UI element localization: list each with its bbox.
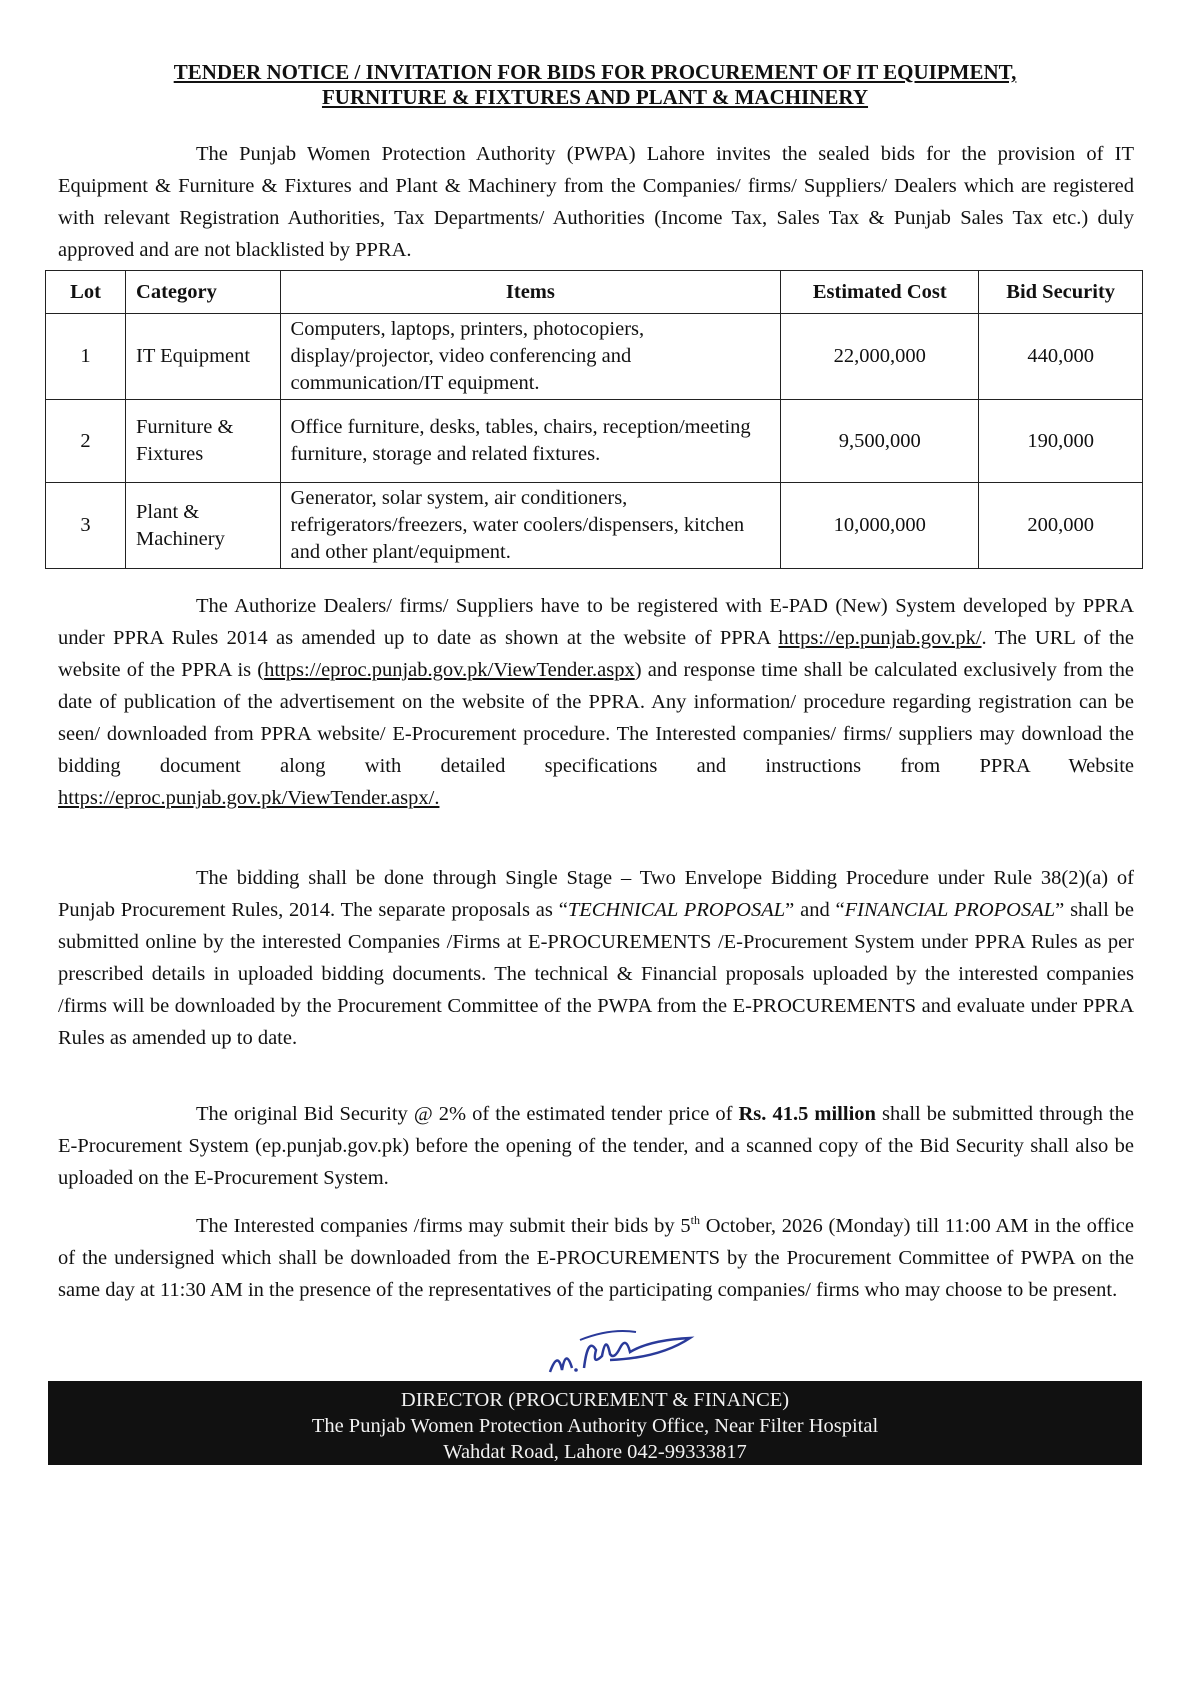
- registration-text-2: . The URL of the website of the PPRA is (: [58, 627, 1134, 681]
- lot-category: IT Equipment: [126, 314, 281, 400]
- ppra-website-link[interactable]: https://eproc.punjab.gov.pk/ViewTender.aspx/.: [58, 787, 440, 809]
- header-items: Items: [280, 271, 781, 314]
- procedure-text-1: The bidding shall be done through Single Stage – Two Envelope Bidding Procedure under Rule 38(2)(a) of Punjab Procurement Rules, 2014. The separate proposals as “: [58, 867, 1134, 921]
- technical-proposal-label: TECHNICAL PROPOSAL: [567, 899, 786, 921]
- lot-category: Furniture & Fixtures: [126, 400, 281, 483]
- intro-paragraph: The Punjab Women Protection Authority (PWPA) Lahore invites the sealed bids for the provision of IT Equipment & Furniture & Fixtures and Plant & Machinery from the Companies/ firms/ Suppliers/ Dealers which are registered with relevant Registration Authorities, Tax Departments/ Authorities (Income Tax, Sales Tax & Punjab Sales Tax etc.) duly approved and are not blacklisted by PPRA.: [58, 143, 1134, 261]
- security-text-2: shall be submitted through the E-Procurement System (ep.punjab.gov.pk) before the opening of the tender, and a scanned copy of the Bid Security shall also be uploaded on the E-Procurement System.: [58, 1103, 1135, 1189]
- signatory-title: DIRECTOR (PROCUREMENT & FINANCE): [400, 1389, 790, 1411]
- lot-estimated-cost: 22,000,000: [781, 314, 979, 400]
- lot-estimated-cost: 9,500,000: [781, 400, 979, 483]
- notice-title: [40, 60, 1150, 110]
- procedure-text-3: ” shall be submitted online by the interested Companies /Firms at E-PROCUREMENTS /E-Procurement System under PPRA Rules as per prescribed details in uploaded bidding documents. The technical & Financial proposals uploaded by the interested companies /firms will be downloaded by the Procurement Committee of the PWPA from the E-PROCUREMENTS and evaluate under PPRA Rules as amended up to date.: [58, 899, 1134, 1049]
- registration-text-3: ) and response time shall be calculated exclusively from the date of publication of the advertisement on the website of the PPRA. Any information/ procedure regarding registration can be seen/ downloaded from PPRA website/ E-Procurement procedure. The Interested companies/ firms/ suppliers may download the bidding document along with detailed specifications and instructions from PPRA Website: [58, 659, 1134, 777]
- lot-bid-security: 200,000: [979, 483, 1143, 569]
- lot-number: 3: [46, 483, 126, 569]
- signatory-office: The Punjab Women Protection Authority Office, Near Filter Hospital: [311, 1415, 879, 1437]
- deadline-text-2: October, 2026 (Monday) till 11:00 AM in the office of the undersigned which shall be downloaded from the E-PROCUREMENTS by the Procurement Committee of PWPA on the same day at 11:30 AM in the presence of the representatives of the participating companies/ firms who may choose to be present.: [58, 1215, 1134, 1301]
- lot-items: Office furniture, desks, tables, chairs, reception/meeting furniture, storage and related fixtures.: [280, 400, 781, 483]
- signature-icon: [540, 1310, 700, 1390]
- financial-proposal-label: FINANCIAL PROPOSAL: [844, 899, 1056, 921]
- deadline-ordinal: th: [690, 1213, 700, 1228]
- table-row: [46, 400, 1143, 483]
- title-line-1: TENDER NOTICE / INVITATION FOR BIDS FOR PROCUREMENT OF IT EQUIPMENT,: [173, 60, 1017, 84]
- signatory-address: Wahdat Road, Lahore 042-99333817: [443, 1441, 747, 1463]
- lot-bid-security: 440,000: [979, 314, 1143, 400]
- security-text-1: The original Bid Security @ 2% of the estimated tender price of: [196, 1103, 739, 1125]
- header-estimated-cost: Estimated Cost: [781, 271, 979, 314]
- header-lot: Lot: [46, 271, 126, 314]
- table-row: [46, 314, 1143, 400]
- header-bid-security: Bid Security: [979, 271, 1143, 314]
- lot-items: Generator, solar system, air conditioners, refrigerators/freezers, water coolers/dispensers, kitchen and other plant/equipment.: [280, 483, 781, 569]
- lot-number: 1: [46, 314, 126, 400]
- submission-deadline-paragraph: [58, 1210, 1134, 1306]
- lot-category: Plant & Machinery: [126, 483, 281, 569]
- procedure-text-2: ” and “: [785, 899, 845, 921]
- security-amount: Rs. 41.5 million: [738, 1103, 876, 1125]
- signatory-block: [48, 1381, 1142, 1465]
- lot-items: Computers, laptops, printers, photocopiers, display/projector, video conferencing and communication/IT equipment.: [280, 314, 781, 400]
- table-row: [46, 483, 1143, 569]
- lot-number: 2: [46, 400, 126, 483]
- lots-table: [45, 270, 1143, 569]
- view-tender-link[interactable]: https://eproc.punjab.gov.pk/ViewTender.aspx: [264, 659, 635, 681]
- epad-link[interactable]: https://ep.punjab.gov.pk/: [778, 627, 982, 649]
- bidding-procedure-paragraph: [58, 862, 1134, 1054]
- deadline-text-1: The Interested companies /firms may submit their bids by 5: [196, 1215, 691, 1237]
- header-category: Category: [126, 271, 281, 314]
- title-line-2: FURNITURE & FIXTURES AND PLANT & MACHINERY: [321, 85, 869, 109]
- registration-paragraph: [58, 590, 1134, 814]
- bid-security-paragraph: [58, 1098, 1134, 1194]
- lot-estimated-cost: 10,000,000: [781, 483, 979, 569]
- table-header-row: [46, 271, 1143, 314]
- registration-text-1: The Authorize Dealers/ firms/ Suppliers have to be registered with E-PAD (New) System developed by PPRA under PPRA Rules 2014 as amended up to date as shown at the website of PPRA: [58, 595, 1134, 649]
- lot-bid-security: 190,000: [979, 400, 1143, 483]
